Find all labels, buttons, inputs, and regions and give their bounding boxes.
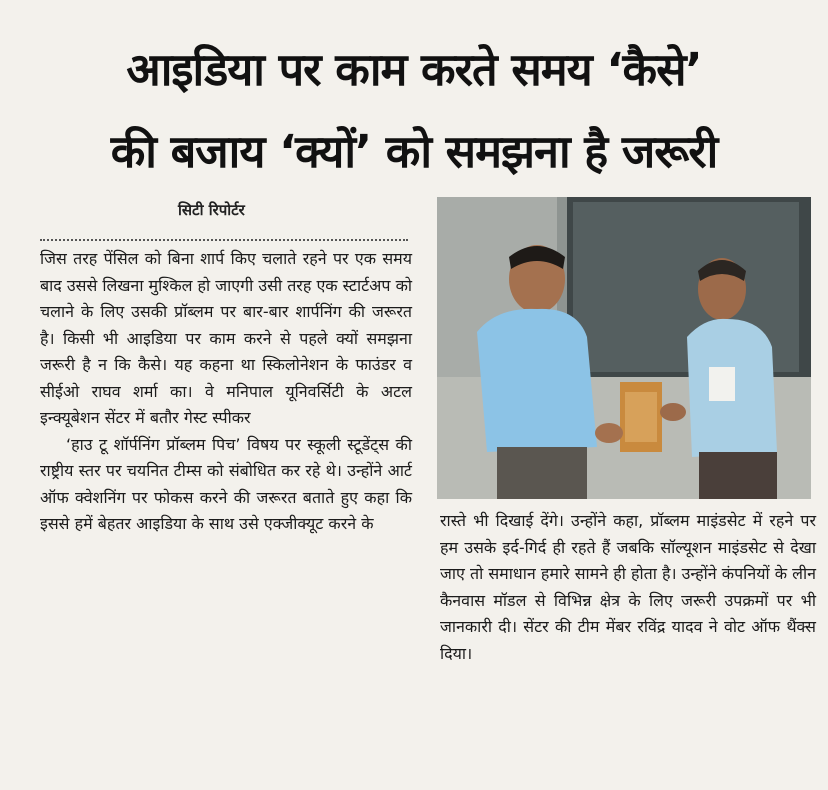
headline-line-1: आइडिया पर काम करते समय ‘कैसे’ [126,43,702,96]
dotted-divider [40,239,408,241]
article-paragraph: जिस तरह पेंसिल को बिना शार्प किए चलाते रहने पर एक समय बाद उससे लिखना मुश्किल हो जाएगी उसी तरह एक स्टार्टअप को चलाने के लिए उसकी प्रॉब्लम पर बार-बार शार्पनिंग की जरूरत है। किसी भी आइडिया पर काम करने से पहले क्यों समझना जरूरी है न कि कैसे। यह कहना था स्किलोनेशन के फाउंडर व सीईओ राघव शर्मा का। वे मनिपाल यूनिवर्सिटी के अटल इन्क्यूबेशन सेंटर में बतौर गेस्ट स्पीकर [40,249,412,427]
news-photo [437,197,811,499]
article-paragraph: ‘हाउ टू शॉर्पनिंग प्रॉब्लम पिच’ विषय पर स्कूली स्टूडेंट्स की राष्ट्रीय स्तर पर चयनित टीम्स को संबोधित कर रहे थे। उन्होंने आर्ट ऑफ क्वेशनिंग पर फोकस करने की जरूरत बताते हुए कहा कि इससे हमें बेहतर आइडिया के साथ उसे एक्जीक्यूट करने के [40,434,412,533]
article-column-right [440,508,816,667]
article-paragraph: रास्ते भी दिखाई देंगे। उन्होंने कहा, प्रॉब्लम माइंडसेट में रहने पर हम उसके इर्द-गिर्द ही रहते हैं जबकि सॉल्यूशन माइंडसेट से देखा जाए तो समाधान हमारे सामने ही होता है। उन्होंने कंपनियों के लीन कैनवास मॉडल से विभिन्न क्षेत्र के लिए जरूरी उपक्रमों पर भी जानकारी दी। सेंटर की टीम मेंबर रविंद्र यादव ने वोट ऑफ थैंक्स दिया। [440,511,816,663]
byline: सिटी रिपोर्टर [178,201,245,219]
article-column-left [40,246,412,538]
headline-line-2: की बजाय ‘क्यों’ को समझना है जरूरी [110,125,718,178]
